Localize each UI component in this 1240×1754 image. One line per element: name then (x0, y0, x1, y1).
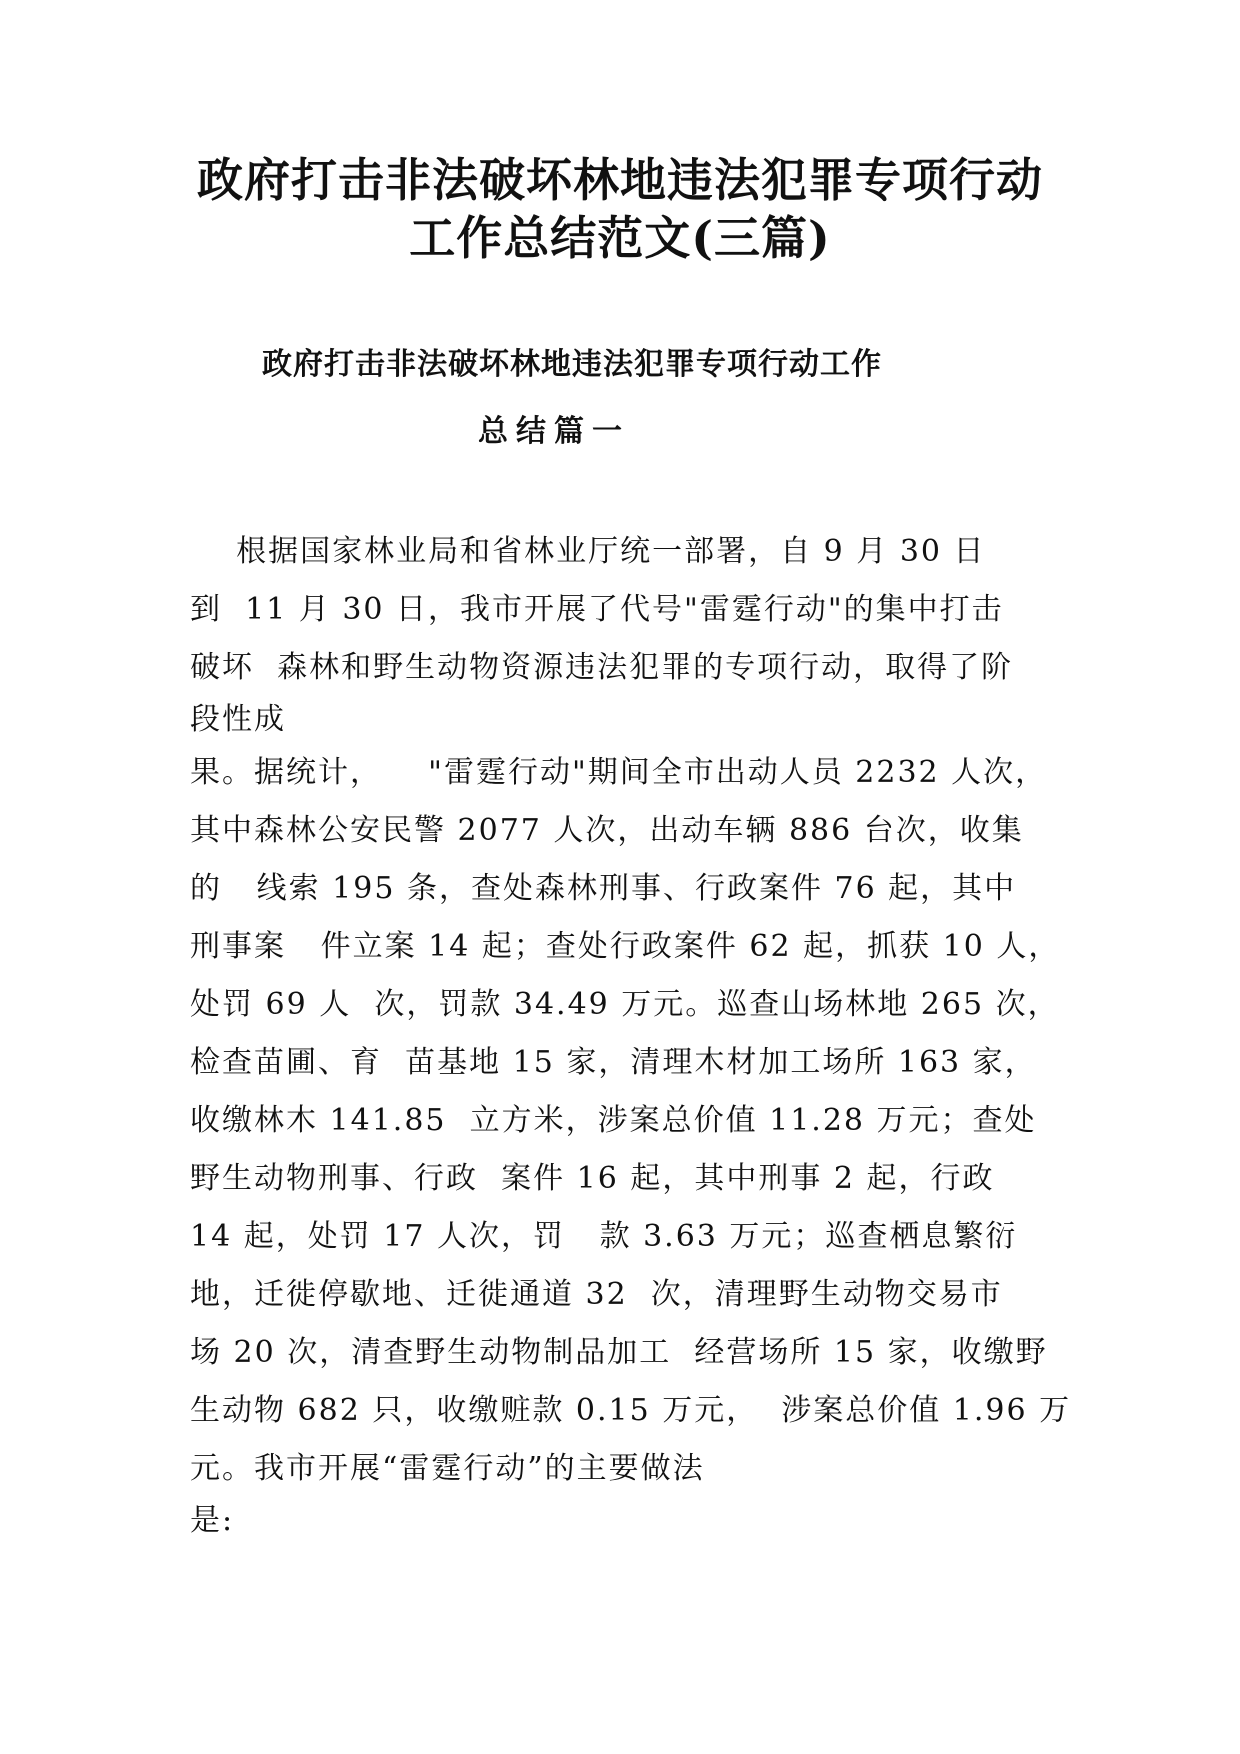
body-line: 检查苗圃、育 苗基地 15 家，清理木材加工场所 163 家， (190, 1045, 1037, 1080)
body-line: 元。我市开展“雷霆行动”的主要做法 (190, 1451, 705, 1486)
body-line: 14 起，处罚 17 人次，罚 款 3.63 万元；巡查栖息繁衍 (190, 1219, 1018, 1254)
body-line: 刑事案 件立案 14 起；查处行政案件 62 起，抓获 10 人， (190, 929, 1061, 964)
body-line: 是: (190, 1503, 235, 1538)
section-heading-line-1: 政府打击非法破坏林地违法犯罪专项行动工作 (262, 347, 882, 382)
body-line: 地，迁徙停歇地、迁徙通道 32 次，清理野生动物交易市 (190, 1277, 1003, 1312)
body-line: 场 20 次，清查野生动物制品加工 经营场所 15 家，收缴野 (190, 1335, 1048, 1370)
body-line: 处罚 69 人 次，罚款 34.49 万元。巡查山场林地 265 次， (190, 987, 1060, 1022)
body-line: 生动物 682 只，收缴赃款 0.15 万元， 涉案总价值 1.96 万 (190, 1393, 1072, 1428)
body-line: 段性成 (190, 702, 286, 737)
body-line: 收缴林木 141.85 立方米，涉案总价值 11.28 万元；查处 (190, 1103, 1037, 1138)
document-title-line-1: 政府打击非法破坏林地违法犯罪专项行动 (197, 153, 1043, 207)
body-line: 其中森林公安民警 2077 人次，出动车辆 886 台次，收集 (190, 813, 1024, 848)
body-line: 的 线索 195 条，查处森林刑事、行政案件 76 起，其中 (190, 871, 1017, 906)
body-line: 到 11 月 30 日，我市开展了代号"雷霆行动"的集中打击 (190, 592, 1004, 627)
body-line: 野生动物刑事、行政 案件 16 起，其中刑事 2 起，行政 (190, 1161, 995, 1196)
body-line: 破坏 森林和野生动物资源违法犯罪的专项行动，取得了阶 (190, 650, 1014, 685)
document-title-line-2: 工作总结范文(三篇) (409, 211, 831, 265)
section-heading-line-2: 总结篇一 (478, 414, 630, 449)
body-line: 根据国家林业局和省林业厅统一部署，自 9 月 30 日 (190, 534, 986, 569)
body-line: 果。据统计， "雷霆行动"期间全市出动人员 2232 人次， (190, 755, 1048, 790)
